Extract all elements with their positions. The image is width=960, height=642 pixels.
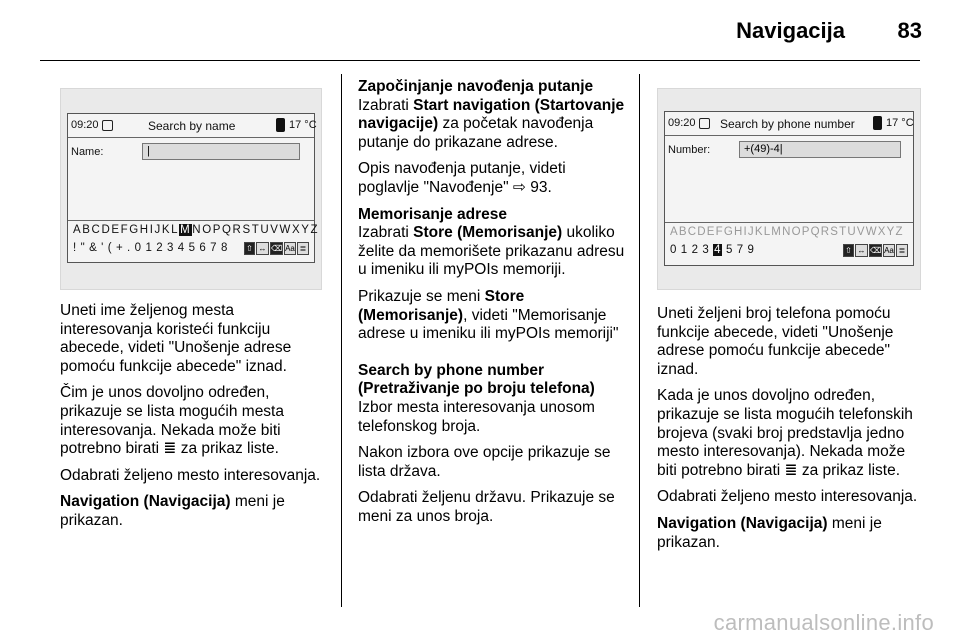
field-label: Name: — [71, 146, 104, 158]
case-key[interactable]: Aa — [884, 246, 894, 255]
column-2-text — [358, 78, 630, 534]
alphabet-keyboard — [68, 220, 320, 260]
case-key[interactable]: Aa — [285, 244, 295, 253]
keyboard-letter-row: ABCDEFGHIJKLMNOPQRSTUVWXYZ — [670, 226, 904, 238]
selected-key[interactable]: M — [180, 224, 192, 236]
keyboard-symbol-row[interactable]: ! " & ' ( + . 0 1 2 3 4 5 6 7 8 — [73, 242, 228, 254]
phone-number-input[interactable]: +(49)-4| — [739, 141, 901, 158]
thermometer-icon — [276, 118, 285, 132]
clock-time: 09:20 — [668, 117, 696, 129]
keyboard-digit-row[interactable]: 0 1 2 3 4 5 7 9 — [670, 244, 755, 256]
menu-name: Navigation (Navigacija) — [60, 493, 231, 511]
clock-icon — [102, 120, 113, 131]
column-3-text — [657, 305, 927, 560]
thermometer-icon — [873, 116, 882, 130]
backspace-key-icon[interactable]: ⌫ — [870, 246, 882, 255]
cursor-key-icon[interactable]: ↔ — [855, 244, 868, 257]
paragraph: Prikazuje se meni Store (Memorisanje), videti "Memorisanje adrese u imeniku ili myPOIs memoriji" — [358, 287, 619, 343]
watermark: carmanualsonline.info — [713, 610, 934, 635]
paragraph: Izabrati Store (Memorisanje) ukoliko želite da memorišete prikazanu adresu u imeniku ili myPOIs memoriji. — [358, 224, 625, 279]
list-icon: ≣ — [784, 461, 798, 479]
paragraph: Uneti željeni broj telefona pomoću funkcije abecede, videti "Unošenje adrese pomoću funkcije abecede" iznad. — [657, 305, 894, 378]
name-input[interactable]: | — [142, 143, 300, 160]
column-divider-1 — [341, 74, 342, 607]
header-divider — [40, 60, 920, 61]
backspace-key-icon[interactable]: ⌫ — [271, 244, 283, 253]
page-reference-icon: ⇨ — [512, 178, 526, 196]
screen-title: Search by name — [148, 119, 236, 133]
list-key-icon[interactable]: ≣ — [297, 242, 309, 255]
menu-name: Navigation (Navigacija) — [657, 514, 828, 532]
shift-key-icon[interactable]: ⇧ — [244, 242, 255, 255]
section-heading: Započinjanje navođenja putanje — [358, 78, 594, 95]
cursor-key-icon[interactable]: ↔ — [256, 242, 269, 255]
paragraph: Izbor mesta interesovanja unosom telefonskog broja. — [358, 398, 595, 435]
list-icon: ≣ — [163, 440, 177, 458]
section-heading: Memorisanje adrese — [358, 205, 508, 223]
display-panel — [67, 113, 320, 263]
column-divider-2 — [639, 74, 640, 607]
clock-time: 09:20 — [71, 119, 99, 131]
selected-key[interactable]: 4 — [714, 244, 722, 256]
field-label: Number: — [668, 144, 711, 156]
temperature: 17 °C — [886, 117, 914, 129]
paragraph: Navigation (Navigacija) meni je prikazan. — [657, 514, 882, 551]
column-1-text — [60, 302, 328, 539]
display-status-bar — [665, 112, 913, 136]
paragraph: Uneti ime željenog mesta interesovanja koristeći funkciju abecede, videti "Unošenje adrese pomoću funkcije abecede" iznad. — [60, 302, 292, 375]
screenshot-search-by-phone — [657, 88, 921, 290]
number-keyboard — [665, 222, 913, 262]
paragraph: Opis navođenja putanje, videti poglavlje "Navođenje" ⇨ 93. — [358, 160, 566, 196]
display-status-bar — [68, 114, 317, 138]
paragraph: Izabrati Start navigation (Startovanje navigacije) za početak navođenja putanje do prikazane adrese. — [358, 96, 625, 151]
chapter-title: Navigacija — [736, 18, 845, 43]
section-heading: Search by phone number (Pretraživanje po broju telefona) — [358, 361, 595, 398]
paragraph: Navigation (Navigacija) meni je prikazan. — [60, 493, 285, 529]
keyboard-letter-row[interactable]: ABCDEFGHIJKLMNOPQRSTUVWXYZ — [73, 224, 320, 236]
shift-key-icon[interactable]: ⇧ — [843, 244, 854, 257]
paragraph: Odabrati željeno mesto interesovanja. — [60, 466, 321, 484]
screenshot-search-by-name — [60, 88, 322, 290]
paragraph: Čim je unos dovoljno određen, prikazuje se lista mogućih mesta interesovanja. Nekada može biti potrebno birati ≣ za prikaz liste. — [60, 384, 284, 458]
list-key-icon[interactable]: ≣ — [896, 244, 908, 257]
paragraph: Odabrati željeno mesto interesovanja. — [657, 488, 918, 506]
paragraph: Kada je unos dovoljno određen, prikazuje se lista mogućih telefonskih brojeva (svaki broj predstavlja jedno mesto interesovanja). Nekada može biti potrebno birati ≣ za prikaz liste. — [657, 387, 913, 479]
paragraph: Nakon izbora ove opcije prikazuje se lista država. — [358, 444, 611, 480]
clock-icon — [699, 118, 710, 129]
screen-title: Search by phone number — [720, 117, 855, 131]
temperature: 17 °C — [289, 119, 317, 131]
page-header — [0, 0, 960, 60]
display-panel — [664, 111, 914, 266]
page-number: 83 — [897, 18, 922, 43]
paragraph: Odabrati željenu državu. Prikazuje se meni za unos broja. — [358, 489, 615, 525]
